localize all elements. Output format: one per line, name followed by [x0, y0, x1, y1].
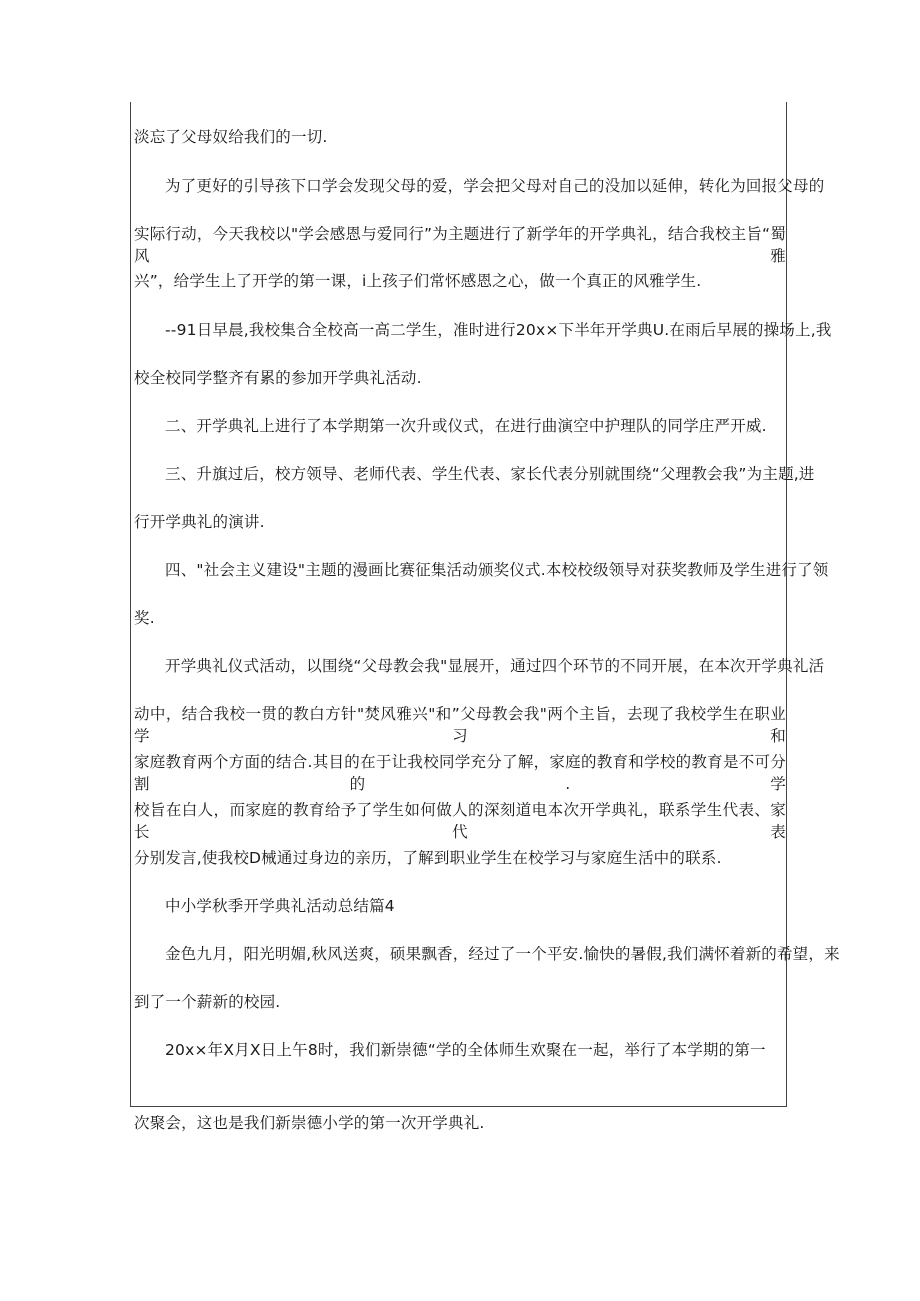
- text-line: 金色九月，阳光明媚,秋风送爽，硕果飘香，经过了一个平安.愉快的暑假,我们满怀着新的希望，来: [165, 945, 840, 963]
- text-line: 家庭教育两个方面的结合.其目的在于让我校同学充分了解，家庭的教育和学校的教育是不可分割的.学: [134, 753, 786, 793]
- text-line: 实际行动，今天我校以"学会感恩与爱同行”为主题进行了新学年的开学典礼，结合我校主旨“蜀风雅: [134, 225, 786, 265]
- text-line: 行开学典礼的演讲.: [134, 513, 265, 531]
- text-line: 三、升旗过后，校方领导、老师代表、学生代表、家长代表分别就围绕“父理教会我”为主题,进: [165, 465, 815, 483]
- text-line: 分别发言,使我校D械通过身边的亲历，了解到职业学生在校学习与家庭生活中的联系.: [134, 849, 722, 867]
- text-line: 校全校同学整齐有累的参加开学典礼活动.: [134, 369, 422, 387]
- text-line: 为了更好的引导孩下口学会发现父母的爱，学会把父母对自己的没加以延伸，转化为回报父母的: [165, 177, 825, 195]
- text-line: 到了一个薪新的校园.: [134, 993, 281, 1011]
- section-heading: 中小学秋季开学典礼活动总结篇4: [165, 897, 395, 915]
- text-line: --91日早晨,我校集合全校高一高二学生，准时进行20x×下半年开学典U.在雨后早展的操场上,我: [165, 321, 832, 339]
- text-line: 20x×年X月X日上午8时，我们新崇德“学的全体师生欢聚在一起，举行了本学期的第一: [165, 1041, 766, 1059]
- text-line: 二、开学典礼上进行了本学期第一次升或仪式，在进行曲演空中护理队的同学庄严开威.: [165, 417, 767, 435]
- text-line: 兴”，给学生上了开学的第一课，i上孩子们常怀感恩之心，做一个真正的风雅学生.: [134, 272, 702, 290]
- text-line: 校旨在白人，而家庭的教育给予了学生如何做人的深刻道电本次开学典礼，联系学生代表、家长代表: [134, 801, 786, 841]
- text-line: 四、"社会主义建设"主题的漫画比赛征集活动颁奖仪式.本校校级领导对获奖教师及学生进行了领: [165, 561, 829, 579]
- text-line: 奖.: [134, 609, 155, 627]
- text-line: 开学典礼仪式活动，以围绕“父母教会我"显展开，通过四个环节的不同开展，在本次开学典礼活: [165, 657, 825, 675]
- text-line: 淡忘了父母奴给我们的一切.: [134, 128, 328, 146]
- text-line: 动中，结合我校一贯的教白方针"焚风雅兴"和”父母教会我"两个主旨，去现了我校学生在职业学习和: [134, 705, 786, 745]
- text-line: 次聚会，这也是我们新崇德小学的第一次开学典礼.: [134, 1114, 485, 1132]
